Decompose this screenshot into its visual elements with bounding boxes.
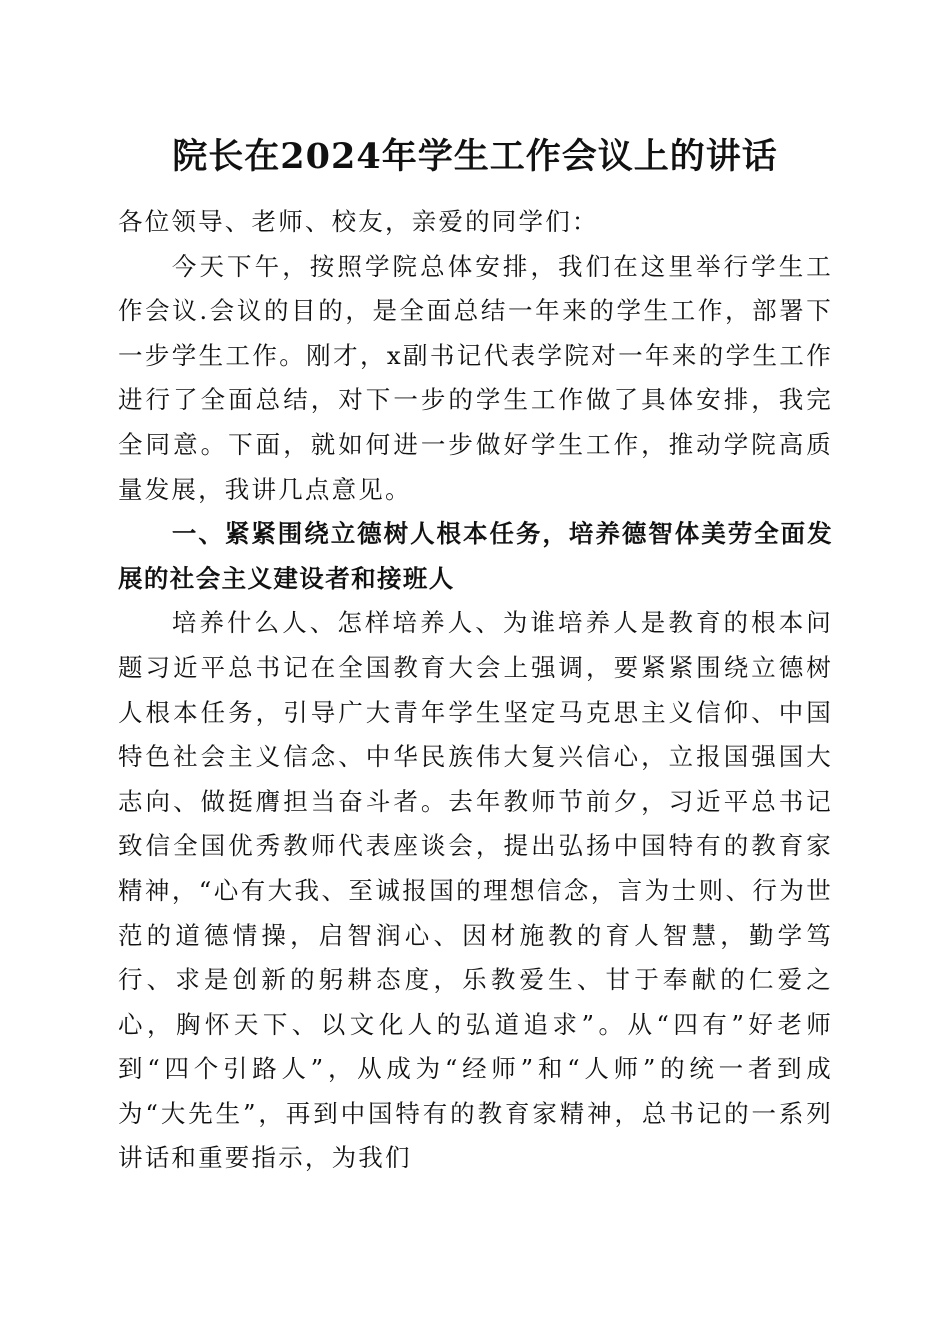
document-body	[118, 200, 833, 1181]
paragraph-section-one: 培养什么人、怎样培养人、为谁培养人是教育的根本问题习近平总书记在全国教育大会上强调，要紧紧围绕立德树人根本任务，引导广大青年学生坚定马克思主义信仰、中国特色社会主义信念、中华民族伟大复兴信心，立报国强国大志向、做挺膺担当奋斗者。去年教师节前夕，习近平总书记致信全国优秀教师代表座谈会，提出弘扬中国特有的教育家精神，“心有大我、至诚报国的理想信念，言为士则、行为世范的道德情操，启智润心、因材施教的育人智慧，勤学笃行、求是创新的躬耕态度，乐教爱生、甘于奉献的仁爱之心，胸怀天下、以文化人的弘道追求”。从“四有”好老师到“四个引路人”，从成为“经师”和“人师”的统一者到成为“大先生”，再到中国特有的教育家精神，总书记的一系列讲话和重要指示，为我们	[118, 608, 833, 1173]
salutation: 各位领导、老师、校友，亲爱的同学们：	[118, 207, 599, 236]
section-heading: 一、紧紧围绕立德树人根本任务，培养德智体美劳全面发展的社会主义建设者和接班人	[118, 519, 833, 593]
document-title: 院长在2024年学生工作会议上的讲话	[172, 136, 778, 177]
paragraph-opening: 今天下午，按照学院总体安排，我们在这里举行学生工作会议.会议的目的，是全面总结一年来的学生工作，部署下一步学生工作。刚才，x副书记代表学院对一年来的学生工作进行了全面总结，对下一步的学生工作做了具体安排，我完全同意。下面，就如何进一步做好学生工作，推动学院高质量发展，我讲几点意见。	[118, 251, 833, 504]
